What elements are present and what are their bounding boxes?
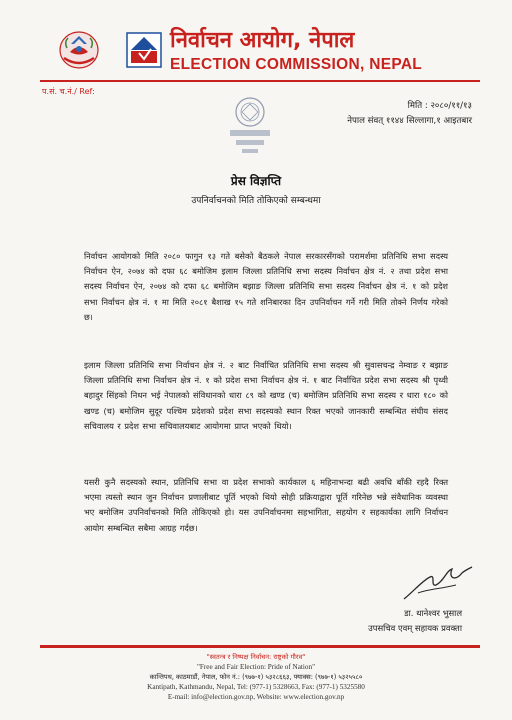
nepal-sambat-date: नेपाल संवत् ११४४ सिल्लागा,१ आइतबार (347, 116, 472, 126)
footer-slogan-english: "Free and Fair Election: Pride of Nation" (196, 663, 316, 671)
document-subject: उपनिर्वाचनको मिति तोकिएको सम्बन्धमा (191, 196, 321, 206)
official-seal-stamp-icon (220, 94, 280, 162)
body-paragraph-1: निर्वाचन आयोगको मिति २०८० फागुन १३ गते बसेको बैठकले नेपाल सरकारसँगको परामर्शमा प्रतिनिधि सभा सदस्य निर्वाचन ऐन, २०७४ को दफा ६८ बमोजिम इलाम जिल्ला प्रतिनिधि सभा सदस्य निर्वाचन क्षेत्र नं. २ तथा प्रदेश सभा सदस्य निर्वाचन ऐन, २०७४ को दफा ६८ बमोजिम बझाङ जिल्ला प्रतिनिधि सभा सदस्य निर्वाचन क्षेत्र नं. १ को प्रदेश सभा निर्वाचन क्षेत्र नं. १ मा मिति २०८१ बैशाख १५ गते शनिबारका दिन उपनिर्वाचन गर्ने गरी मिति तोक्ने निर्णय गरेको छ। (84, 251, 448, 322)
signer-block (302, 606, 462, 636)
document-title: प्रेस विज्ञप्ति (230, 174, 282, 188)
footer-divider (40, 645, 480, 648)
footer-address-english: Kantipath, Kathmandu, Nepal, Tel: (977-1) 5328663, Fax: (977-1) 5325580 (147, 683, 365, 691)
body-paragraph-3: यसरी कुनै सदस्यको स्थान, प्रतिनिधि सभा वा प्रदेश सभाको कार्यकाल ६ महिनाभन्दा बढी अवधि बाँकी रहदै रिक्त भएमा त्यस्तो स्थान जुन निर्वाचन प्रणालीबाट पूर्ति भएको थियो सोही प्रक्रियाद्वारा पूर्ति गरिनेछ भन्ने संवैधानिक व्यवस्था भए बमोजिम उपनिर्वाचनको मिति तोकिएको हो। यस उपनिर्वाचनमा सहभागिता, सहयोग र सहकार्यका लागि निर्वाचन आयोग सम्बन्धित सबैमा आग्रह गर्दछ। (84, 477, 448, 533)
nepal-emblem-icon (58, 28, 100, 70)
signer-name: डा. थानेश्वर भुसाल (404, 608, 462, 618)
signer-designation: उपसचिव एवम् सहायक प्रवक्ता (368, 623, 462, 633)
header-title-english: ELECTION COMMISSION, NEPAL (170, 56, 423, 73)
reference-label: प.सं. च.नं./ Ref: (42, 87, 95, 96)
body-paragraph-2: इलाम जिल्ला प्रतिनिधि सभा निर्वाचन क्षेत्र नं. २ बाट निर्वाचित प्रतिनिधि सभा सदस्य श्री सुवासचन्द्र नेम्वाङ र बझाङ जिल्ला प्रतिनिधि सभा निर्वाचन क्षेत्र नं. १ को प्रदेश सभा निर्वाचन क्षेत्र नं. १ बाट निर्वाचित प्रदेश सभा सदस्य श्री पृथ्वी बहादुर सिंहको निधन भई नेपालको संविधानको धारा ८९ को खण्ड (च) बमोजिम प्रतिनिधि सभा सदस्य र धारा १८० को खण्ड (च) बमोजिम सुदूर पश्चिम प्रदेशको प्रदेश सभा सदस्यको स्थान रिक्त भएको जानकारी सम्बन्धित संघीय संसद सचिवालय र प्रदेश सभा सचिवालयबाट आयोगमा प्राप्त भएको थियो। (84, 360, 448, 431)
handwritten-signature (400, 563, 476, 603)
header-divider (40, 80, 480, 82)
date-line: मिति : २०८०/११/१३ (407, 101, 472, 111)
footer-contact: E-mail: info@election.gov.np, Website: www.election.gov.np (167, 693, 345, 701)
header-title-nepali: निर्वाचन आयोग, नेपाल (170, 28, 355, 53)
footer-slogan-nepali: "स्वतन्त्र र निष्पक्ष निर्वाचन: राष्ट्रको गौरव" (206, 653, 306, 661)
election-commission-logo-icon (126, 32, 162, 68)
date-block (292, 99, 472, 129)
footer-address-nepali: कान्तिपथ, काठमाडौं, नेपाल, फोन नं.: (९७७-१) ५३२८६६३, फ्याक्स: (९७७-१) ५३२५५८० (149, 673, 363, 681)
footer (0, 652, 512, 702)
